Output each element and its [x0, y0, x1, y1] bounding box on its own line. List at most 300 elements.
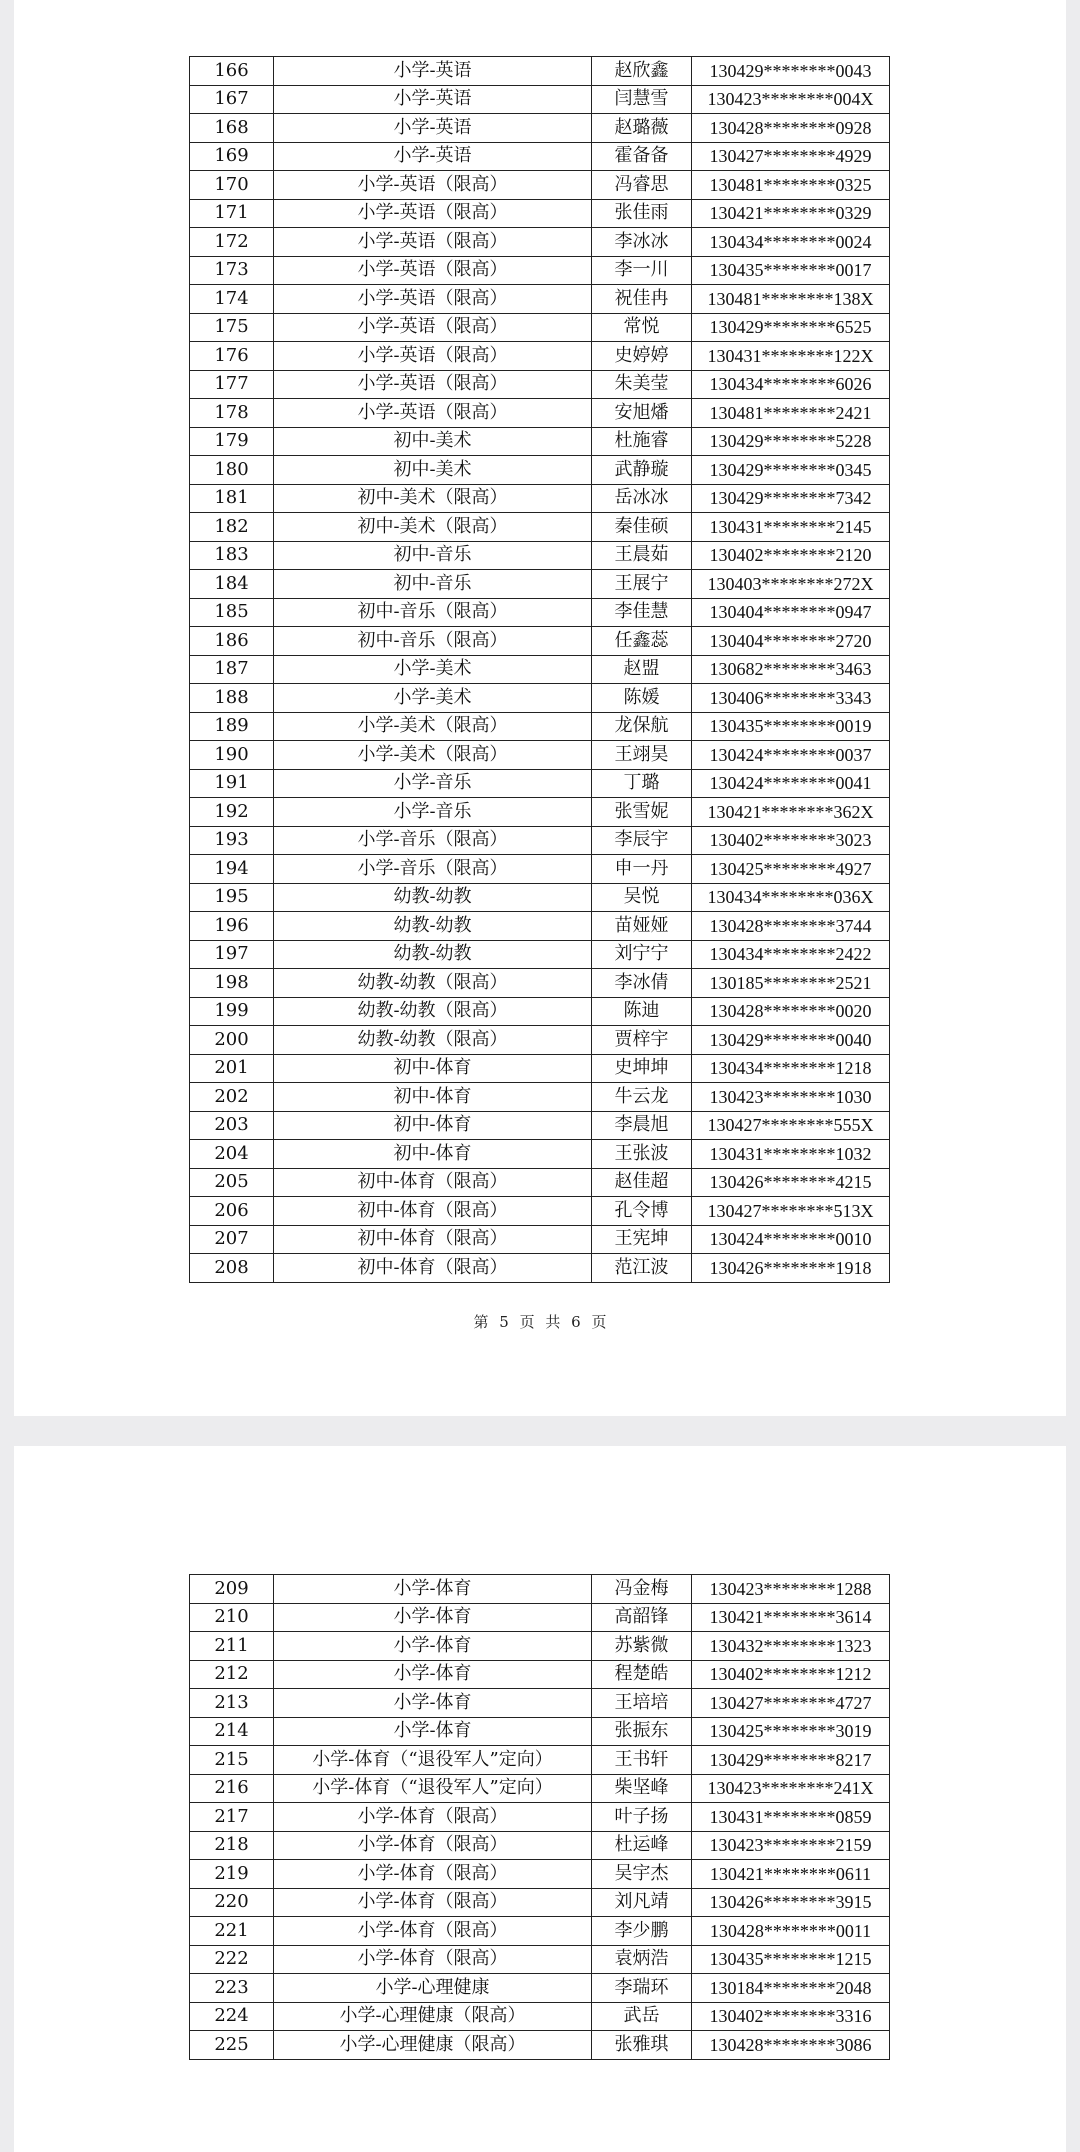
row-subject: 小学-体育（限高）: [274, 1945, 592, 1974]
row-number: 222: [190, 1945, 274, 1974]
row-name: 赵佳超: [592, 1168, 692, 1197]
table-row: [190, 826, 890, 855]
table-row: [190, 1945, 890, 1974]
table-row: [190, 855, 890, 884]
row-subject: 初中-音乐: [274, 570, 592, 599]
row-id-number: 130432********1323: [692, 1632, 890, 1661]
row-id-number: 130434********6026: [692, 370, 890, 399]
row-id-number: 130402********2120: [692, 541, 890, 570]
row-subject: 小学-体育（“退役军人”定向）: [274, 1774, 592, 1803]
row-id-number: 130184********2048: [692, 1974, 890, 2003]
row-name: 王书轩: [592, 1746, 692, 1775]
table-row: [190, 1774, 890, 1803]
row-name: 王展宁: [592, 570, 692, 599]
row-subject: 小学-体育（限高）: [274, 1803, 592, 1832]
row-name: 刘宁宁: [592, 940, 692, 969]
roster-table-body: [190, 1575, 890, 2060]
table-row: [190, 142, 890, 171]
table-row: [190, 883, 890, 912]
row-id-number: 130421********3614: [692, 1603, 890, 1632]
table-row: [190, 1974, 890, 2003]
row-id-number: 130428********0928: [692, 114, 890, 143]
row-name: 贾梓宇: [592, 1026, 692, 1055]
row-name: 秦佳硕: [592, 513, 692, 542]
row-number: 210: [190, 1603, 274, 1632]
row-name: 闫慧雪: [592, 85, 692, 114]
row-number: 212: [190, 1660, 274, 1689]
row-subject: 小学-体育: [274, 1575, 592, 1604]
table-row: [190, 1917, 890, 1946]
table-row: [190, 484, 890, 513]
row-name: 龙保航: [592, 712, 692, 741]
row-number: 209: [190, 1575, 274, 1604]
table-row: [190, 1140, 890, 1169]
row-name: 叶子扬: [592, 1803, 692, 1832]
row-subject: 初中-体育: [274, 1140, 592, 1169]
row-subject: 幼教-幼教: [274, 912, 592, 941]
row-id-number: 130431********2145: [692, 513, 890, 542]
row-name: 吴宇杰: [592, 1860, 692, 1889]
row-id-number: 130435********1215: [692, 1945, 890, 1974]
row-number: 173: [190, 256, 274, 285]
row-id-number: 130427********4929: [692, 142, 890, 171]
row-name: 陈媛: [592, 684, 692, 713]
row-id-number: 130424********0041: [692, 769, 890, 798]
row-name: 孔令博: [592, 1197, 692, 1226]
row-subject: 小学-英语（限高）: [274, 228, 592, 257]
row-subject: 小学-音乐（限高）: [274, 826, 592, 855]
row-subject: 幼教-幼教（限高）: [274, 969, 592, 998]
row-number: 203: [190, 1111, 274, 1140]
row-number: 175: [190, 313, 274, 342]
row-number: 221: [190, 1917, 274, 1946]
row-name: 冯金梅: [592, 1575, 692, 1604]
row-number: 205: [190, 1168, 274, 1197]
row-name: 李瑞环: [592, 1974, 692, 2003]
row-id-number: 130481********138X: [692, 285, 890, 314]
row-name: 李一川: [592, 256, 692, 285]
row-name: 高韶锋: [592, 1603, 692, 1632]
row-subject: 小学-英语（限高）: [274, 256, 592, 285]
row-subject: 小学-英语: [274, 85, 592, 114]
row-id-number: 130404********0947: [692, 598, 890, 627]
row-name: 赵璐薇: [592, 114, 692, 143]
row-number: 216: [190, 1774, 274, 1803]
row-subject: 小学-英语（限高）: [274, 399, 592, 428]
row-number: 224: [190, 2002, 274, 2031]
row-name: 程楚皓: [592, 1660, 692, 1689]
row-id-number: 130481********0325: [692, 171, 890, 200]
row-name: 苗娅娅: [592, 912, 692, 941]
table-row: [190, 342, 890, 371]
table-row: [190, 2002, 890, 2031]
row-id-number: 130424********0010: [692, 1225, 890, 1254]
table-row: [190, 940, 890, 969]
row-subject: 初中-体育（限高）: [274, 1168, 592, 1197]
row-name: 李冰倩: [592, 969, 692, 998]
row-number: 188: [190, 684, 274, 713]
page-indicator: 第 5 页 共 6 页: [473, 1313, 607, 1331]
table-row: [190, 1660, 890, 1689]
row-number: 174: [190, 285, 274, 314]
row-name: 陈迪: [592, 997, 692, 1026]
row-subject: 小学-音乐: [274, 769, 592, 798]
row-number: 184: [190, 570, 274, 599]
table-row: [190, 370, 890, 399]
row-id-number: 130423********2159: [692, 1831, 890, 1860]
row-subject: 小学-体育（限高）: [274, 1888, 592, 1917]
row-number: 225: [190, 2031, 274, 2060]
row-name: 牛云龙: [592, 1083, 692, 1112]
row-name: 刘凡靖: [592, 1888, 692, 1917]
row-id-number: 130435********0019: [692, 712, 890, 741]
row-number: 185: [190, 598, 274, 627]
document-page-5: [14, 0, 1066, 1416]
row-id-number: 130424********0037: [692, 741, 890, 770]
row-subject: 幼教-幼教: [274, 883, 592, 912]
row-id-number: 130429********7342: [692, 484, 890, 513]
row-number: 169: [190, 142, 274, 171]
row-number: 178: [190, 399, 274, 428]
row-number: 190: [190, 741, 274, 770]
row-number: 177: [190, 370, 274, 399]
table-row: [190, 1254, 890, 1283]
row-subject: 初中-体育（限高）: [274, 1254, 592, 1283]
row-name: 王晨茹: [592, 541, 692, 570]
row-name: 李辰宇: [592, 826, 692, 855]
row-name: 杜施睿: [592, 427, 692, 456]
table-row: [190, 1632, 890, 1661]
row-id-number: 130425********3019: [692, 1717, 890, 1746]
row-id-number: 130425********4927: [692, 855, 890, 884]
row-number: 181: [190, 484, 274, 513]
table-row: [190, 655, 890, 684]
row-number: 196: [190, 912, 274, 941]
row-number: 200: [190, 1026, 274, 1055]
row-id-number: 130428********3086: [692, 2031, 890, 2060]
row-name: 吴悦: [592, 883, 692, 912]
row-id-number: 130429********0040: [692, 1026, 890, 1055]
row-number: 217: [190, 1803, 274, 1832]
row-number: 219: [190, 1860, 274, 1889]
row-subject: 小学-心理健康（限高）: [274, 2002, 592, 2031]
row-id-number: 130435********0017: [692, 256, 890, 285]
row-number: 180: [190, 456, 274, 485]
table-row: [190, 427, 890, 456]
row-id-number: 130421********0611: [692, 1860, 890, 1889]
row-name: 张雅琪: [592, 2031, 692, 2060]
table-row: [190, 313, 890, 342]
table-row: [190, 798, 890, 827]
row-number: 198: [190, 969, 274, 998]
table-row: [190, 1888, 890, 1917]
row-name: 岳冰冰: [592, 484, 692, 513]
row-id-number: 130434********0024: [692, 228, 890, 257]
row-id-number: 130185********2521: [692, 969, 890, 998]
row-name: 任鑫蕊: [592, 627, 692, 656]
row-id-number: 130428********0020: [692, 997, 890, 1026]
row-name: 史坤坤: [592, 1054, 692, 1083]
row-subject: 小学-音乐: [274, 798, 592, 827]
table-row: [190, 627, 890, 656]
row-subject: 小学-体育: [274, 1717, 592, 1746]
row-id-number: 130429********0345: [692, 456, 890, 485]
row-subject: 幼教-幼教（限高）: [274, 1026, 592, 1055]
row-number: 223: [190, 1974, 274, 2003]
row-name: 张振东: [592, 1717, 692, 1746]
row-number: 207: [190, 1225, 274, 1254]
table-row: [190, 712, 890, 741]
table-row: [190, 1054, 890, 1083]
row-number: 182: [190, 513, 274, 542]
table-row: [190, 912, 890, 941]
table-row: [190, 199, 890, 228]
row-subject: 小学-英语: [274, 114, 592, 143]
row-name: 张雪妮: [592, 798, 692, 827]
row-subject: 初中-体育: [274, 1111, 592, 1140]
row-id-number: 130426********1918: [692, 1254, 890, 1283]
table-row: [190, 1111, 890, 1140]
row-name: 史婷婷: [592, 342, 692, 371]
row-subject: 小学-体育: [274, 1603, 592, 1632]
table-row: [190, 570, 890, 599]
row-id-number: 130427********555X: [692, 1111, 890, 1140]
row-id-number: 130423********241X: [692, 1774, 890, 1803]
row-id-number: 130421********362X: [692, 798, 890, 827]
row-name: 冯睿思: [592, 171, 692, 200]
table-row: [190, 1026, 890, 1055]
row-subject: 初中-音乐: [274, 541, 592, 570]
row-subject: 小学-体育（限高）: [274, 1831, 592, 1860]
row-name: 朱美莹: [592, 370, 692, 399]
row-name: 丁璐: [592, 769, 692, 798]
row-subject: 初中-体育: [274, 1054, 592, 1083]
table-row: [190, 2031, 890, 2060]
row-subject: 幼教-幼教: [274, 940, 592, 969]
row-number: 201: [190, 1054, 274, 1083]
row-name: 武静璇: [592, 456, 692, 485]
row-id-number: 130423********004X: [692, 85, 890, 114]
row-number: 211: [190, 1632, 274, 1661]
row-number: 171: [190, 199, 274, 228]
table-row: [190, 769, 890, 798]
row-id-number: 130434********2422: [692, 940, 890, 969]
row-number: 215: [190, 1746, 274, 1775]
row-subject: 小学-体育（“退役军人”定向）: [274, 1746, 592, 1775]
row-subject: 小学-美术（限高）: [274, 741, 592, 770]
table-row: [190, 541, 890, 570]
row-subject: 小学-体育: [274, 1660, 592, 1689]
row-subject: 小学-英语（限高）: [274, 285, 592, 314]
row-id-number: 130427********4727: [692, 1689, 890, 1718]
row-id-number: 130429********8217: [692, 1746, 890, 1775]
row-subject: 小学-英语（限高）: [274, 342, 592, 371]
table-row: [190, 1225, 890, 1254]
row-id-number: 130402********3316: [692, 2002, 890, 2031]
row-number: 172: [190, 228, 274, 257]
row-subject: 小学-体育（限高）: [274, 1860, 592, 1889]
row-id-number: 130426********4215: [692, 1168, 890, 1197]
row-id-number: 130682********3463: [692, 655, 890, 684]
row-subject: 初中-音乐（限高）: [274, 627, 592, 656]
row-number: 214: [190, 1717, 274, 1746]
row-subject: 初中-体育（限高）: [274, 1225, 592, 1254]
table-row: [190, 969, 890, 998]
table-row: [190, 456, 890, 485]
table-row: [190, 997, 890, 1026]
row-number: 195: [190, 883, 274, 912]
row-id-number: 130481********2421: [692, 399, 890, 428]
row-number: 194: [190, 855, 274, 884]
table-row: [190, 684, 890, 713]
row-name: 安旭燔: [592, 399, 692, 428]
row-subject: 小学-英语: [274, 57, 592, 86]
row-name: 李佳慧: [592, 598, 692, 627]
row-subject: 小学-体育: [274, 1632, 592, 1661]
row-number: 167: [190, 85, 274, 114]
row-name: 王张波: [592, 1140, 692, 1169]
row-subject: 小学-体育: [274, 1689, 592, 1718]
table-row: [190, 285, 890, 314]
table-row: [190, 1717, 890, 1746]
row-id-number: 130429********5228: [692, 427, 890, 456]
row-name: 武岳: [592, 2002, 692, 2031]
row-subject: 小学-音乐（限高）: [274, 855, 592, 884]
row-number: 186: [190, 627, 274, 656]
row-name: 袁炳浩: [592, 1945, 692, 1974]
row-id-number: 130427********513X: [692, 1197, 890, 1226]
row-name: 祝佳冉: [592, 285, 692, 314]
table-row: [190, 741, 890, 770]
table-row: [190, 1831, 890, 1860]
row-id-number: 130428********0011: [692, 1917, 890, 1946]
row-id-number: 130429********0043: [692, 57, 890, 86]
row-name: 柴坚峰: [592, 1774, 692, 1803]
table-row: [190, 1803, 890, 1832]
row-id-number: 130434********1218: [692, 1054, 890, 1083]
row-subject: 初中-美术: [274, 427, 592, 456]
row-name: 赵盟: [592, 655, 692, 684]
row-subject: 初中-体育: [274, 1083, 592, 1112]
row-number: 220: [190, 1888, 274, 1917]
table-row: [190, 1746, 890, 1775]
row-number: 202: [190, 1083, 274, 1112]
row-subject: 初中-音乐（限高）: [274, 598, 592, 627]
table-row: [190, 57, 890, 86]
row-id-number: 130431********1032: [692, 1140, 890, 1169]
table-row: [190, 85, 890, 114]
row-number: 189: [190, 712, 274, 741]
row-id-number: 130434********036X: [692, 883, 890, 912]
row-number: 197: [190, 940, 274, 969]
row-number: 176: [190, 342, 274, 371]
row-id-number: 130423********1030: [692, 1083, 890, 1112]
row-id-number: 130429********6525: [692, 313, 890, 342]
row-name: 王培培: [592, 1689, 692, 1718]
row-name: 李晨旭: [592, 1111, 692, 1140]
row-subject: 小学-美术: [274, 684, 592, 713]
row-number: 183: [190, 541, 274, 570]
table-row: [190, 1083, 890, 1112]
row-subject: 幼教-幼教（限高）: [274, 997, 592, 1026]
row-id-number: 130402********3023: [692, 826, 890, 855]
row-number: 208: [190, 1254, 274, 1283]
row-number: 179: [190, 427, 274, 456]
row-id-number: 130431********122X: [692, 342, 890, 371]
table-row: [190, 399, 890, 428]
row-name: 李冰冰: [592, 228, 692, 257]
table-row: [190, 1689, 890, 1718]
row-subject: 小学-美术: [274, 655, 592, 684]
row-number: 204: [190, 1140, 274, 1169]
row-subject: 小学-心理健康: [274, 1974, 592, 2003]
row-subject: 初中-美术（限高）: [274, 513, 592, 542]
table-row: [190, 171, 890, 200]
table-row: [190, 1168, 890, 1197]
row-id-number: 130402********1212: [692, 1660, 890, 1689]
row-subject: 小学-美术（限高）: [274, 712, 592, 741]
roster-table: [189, 1574, 890, 2060]
table-row: [190, 513, 890, 542]
row-name: 张佳雨: [592, 199, 692, 228]
row-name: 杜运峰: [592, 1831, 692, 1860]
row-name: 王翊昊: [592, 741, 692, 770]
row-name: 王宪坤: [592, 1225, 692, 1254]
row-id-number: 130406********3343: [692, 684, 890, 713]
table-row: [190, 228, 890, 257]
row-number: 168: [190, 114, 274, 143]
row-number: 199: [190, 997, 274, 1026]
row-number: 192: [190, 798, 274, 827]
row-number: 213: [190, 1689, 274, 1718]
row-subject: 小学-英语（限高）: [274, 313, 592, 342]
row-subject: 小学-英语（限高）: [274, 171, 592, 200]
row-subject: 初中-体育（限高）: [274, 1197, 592, 1226]
table-row: [190, 256, 890, 285]
row-id-number: 130423********1288: [692, 1575, 890, 1604]
row-subject: 小学-体育（限高）: [274, 1917, 592, 1946]
row-id-number: 130431********0859: [692, 1803, 890, 1832]
row-number: 187: [190, 655, 274, 684]
roster-table-body: [190, 57, 890, 1283]
table-row: [190, 1197, 890, 1226]
row-name: 范江波: [592, 1254, 692, 1283]
roster-table: [189, 56, 890, 1283]
table-row: [190, 114, 890, 143]
row-id-number: 130403********272X: [692, 570, 890, 599]
row-name: 常悦: [592, 313, 692, 342]
row-id-number: 130404********2720: [692, 627, 890, 656]
row-id-number: 130421********0329: [692, 199, 890, 228]
row-id-number: 130428********3744: [692, 912, 890, 941]
row-subject: 初中-美术（限高）: [274, 484, 592, 513]
row-number: 218: [190, 1831, 274, 1860]
row-subject: 小学-英语（限高）: [274, 370, 592, 399]
table-row: [190, 598, 890, 627]
row-number: 166: [190, 57, 274, 86]
row-name: 苏紫微: [592, 1632, 692, 1661]
row-id-number: 130426********3915: [692, 1888, 890, 1917]
table-row: [190, 1575, 890, 1604]
row-name: 赵欣鑫: [592, 57, 692, 86]
document-page-6: [14, 1446, 1066, 2152]
row-name: 申一丹: [592, 855, 692, 884]
row-subject: 小学-英语（限高）: [274, 199, 592, 228]
row-number: 193: [190, 826, 274, 855]
table-row: [190, 1603, 890, 1632]
row-number: 170: [190, 171, 274, 200]
table-row: [190, 1860, 890, 1889]
